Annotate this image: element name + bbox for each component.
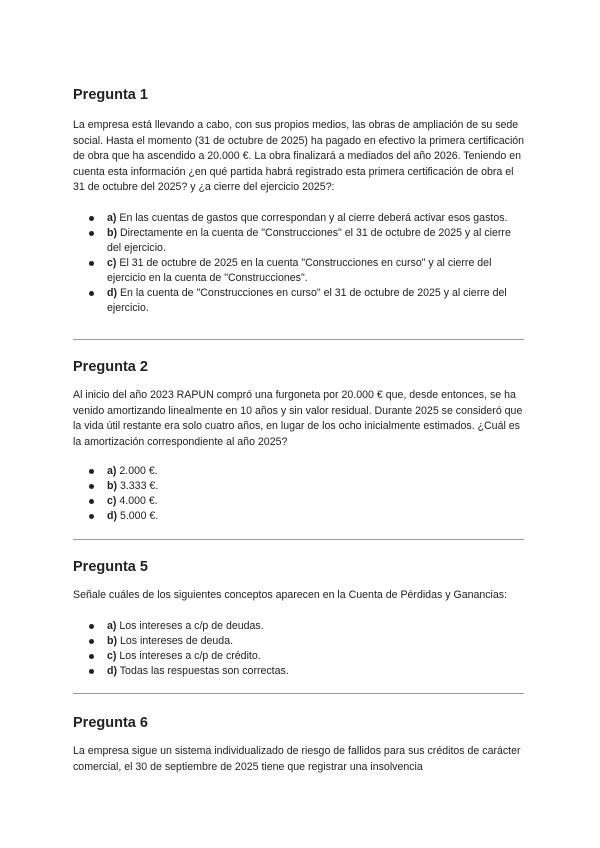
section-divider bbox=[73, 339, 524, 340]
option-letter: c) bbox=[107, 649, 117, 662]
option-d bbox=[73, 286, 525, 316]
option-letter: a) bbox=[107, 465, 117, 477]
question-title: Pregunta 6 bbox=[73, 715, 148, 731]
option-c bbox=[73, 649, 525, 664]
question-title: Pregunta 2 bbox=[73, 359, 148, 375]
options-list bbox=[73, 619, 525, 679]
options-list bbox=[73, 464, 525, 524]
option-text: Los intereses de deuda. bbox=[119, 634, 234, 647]
question-5 bbox=[73, 558, 525, 679]
section-divider bbox=[73, 693, 524, 694]
option-text: En las cuentas de gastos que correspondan y al cierre deberá activar esos gastos. bbox=[119, 211, 508, 224]
question-text: La empresa sigue un sistema individualizado de riesgo de fallidos para sus créditos de carácter comercial, el 30 de septiembre de 2025 tiene que registrar una insolvencia bbox=[73, 745, 521, 773]
option-d bbox=[73, 664, 525, 679]
option-text: Todas las respuestas son correctas. bbox=[119, 664, 289, 677]
option-text: 5.000 €. bbox=[119, 510, 159, 522]
question-2 bbox=[73, 358, 525, 524]
option-text: Directamente en la cuenta de "Construcciones" el 31 de octubre de 2025 y al cierre del ejercicio. bbox=[107, 226, 511, 254]
option-b bbox=[73, 634, 525, 649]
option-text: En la cuenta de "Construcciones en curso" el 31 de octubre de 2025 y al cierre del ejercicio. bbox=[107, 286, 507, 314]
option-a bbox=[73, 211, 525, 226]
option-letter: d) bbox=[107, 510, 117, 522]
section-divider bbox=[73, 539, 524, 540]
option-b bbox=[73, 479, 525, 494]
option-d bbox=[73, 509, 525, 524]
option-c bbox=[73, 494, 525, 509]
option-c bbox=[73, 256, 525, 286]
option-letter: c) bbox=[107, 256, 117, 269]
option-text: Los intereses a c/p de deudas. bbox=[119, 619, 264, 632]
question-title: Pregunta 5 bbox=[73, 559, 148, 575]
question-1 bbox=[73, 86, 525, 316]
question-title: Pregunta 1 bbox=[73, 87, 148, 103]
option-text: El 31 de octubre de 2025 en la cuenta "Construcciones en curso" y al cierre del ejercicio en la cuenta de "Construcciones". bbox=[107, 256, 492, 284]
question-text: La empresa está llevando a cabo, con sus propios medios, las obras de ampliación de su sede social. Hasta el momento (31 de octubre de 2025) ha pagado en efectivo la primera certificación de obra que ha ascendido a 20.000 €. La obra finalizará a mediados del año 2026. Teniendo en cuenta esta información ¿en qué partida habrá registrado esta primera certificación de obra el 31 de octubre del 2025? y ¿a cierre del ejercicio 2025?: bbox=[73, 119, 525, 193]
option-letter: b) bbox=[107, 226, 117, 239]
question-6 bbox=[73, 714, 525, 775]
option-letter: b) bbox=[107, 480, 117, 492]
option-letter: d) bbox=[107, 664, 117, 677]
option-text: Los intereses a c/p de crédito. bbox=[119, 649, 261, 662]
option-text: 4.000 €. bbox=[119, 495, 158, 507]
option-letter: a) bbox=[107, 211, 117, 224]
option-a bbox=[73, 464, 525, 479]
option-letter: a) bbox=[107, 619, 117, 632]
option-letter: b) bbox=[107, 634, 117, 647]
options-list bbox=[73, 211, 525, 316]
option-text: 3.333 €. bbox=[119, 480, 159, 492]
question-text: Señale cuáles de los siguientes conceptos aparecen en la Cuenta de Pérdidas y Ganancias: bbox=[73, 589, 508, 601]
option-a bbox=[73, 619, 525, 634]
question-text: Al inicio del año 2023 RAPUN compró una furgoneta por 20.000 € que, desde entonces, se ha venido amortizando linealmente en 10 años y sin valor residual. Durante 2025 se consideró que la vida útil restante era solo cuatro años, en lugar de los ocho inicialmente estimados. ¿Cuál es la amortización correspondiente al año 2025? bbox=[73, 389, 523, 448]
option-b bbox=[73, 226, 525, 256]
option-letter: c) bbox=[107, 495, 117, 507]
option-text: 2.000 €. bbox=[119, 465, 158, 477]
option-letter: d) bbox=[107, 286, 117, 299]
